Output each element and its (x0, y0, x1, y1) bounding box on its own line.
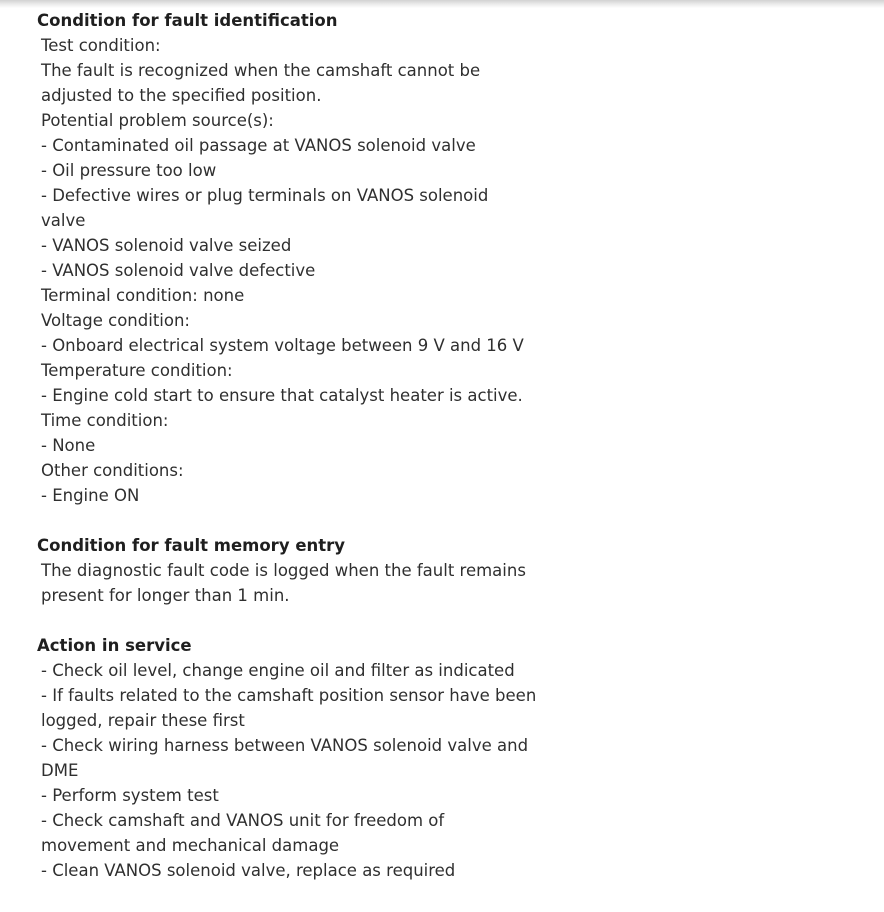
text-line: - Check wiring harness between VANOS solenoid valve and (41, 736, 529, 755)
text-line: - Engine ON (41, 486, 140, 505)
top-edge-shadow (0, 0, 884, 8)
text-line: - If faults related to the camshaft position sensor have been (41, 686, 537, 705)
text-line: Potential problem source(s): (41, 111, 274, 130)
text-line: - Clean VANOS solenoid valve, replace as required (41, 861, 456, 880)
text-line: - VANOS solenoid valve seized (41, 236, 292, 255)
text-line: - Contaminated oil passage at VANOS solenoid valve (41, 136, 476, 155)
text-line: The fault is recognized when the camshaft cannot be (41, 61, 481, 80)
text-line: Other conditions: (41, 461, 184, 480)
text-line: movement and mechanical damage (41, 836, 340, 855)
text-line: - Defective wires or plug terminals on VANOS solenoid (41, 186, 489, 205)
text-line: - Perform system test (41, 786, 219, 805)
text-line: Terminal condition: none (41, 286, 245, 305)
text-line: The diagnostic fault code is logged when the fault remains (41, 561, 526, 580)
text-line: - Check camshaft and VANOS unit for freedom of (41, 811, 445, 830)
text-line: - Onboard electrical system voltage between 9 V and 16 V (41, 336, 524, 355)
text-line: - Oil pressure too low (41, 161, 217, 180)
text-line: Test condition: (41, 36, 161, 55)
section-heading: Condition for fault memory entry (37, 536, 346, 555)
document-body (0, 8, 884, 883)
section-action-in-service (0, 633, 884, 883)
text-line: DME (41, 761, 79, 780)
text-line: Temperature condition: (41, 361, 233, 380)
section-fault-memory-entry (0, 533, 884, 608)
text-line: adjusted to the specified position. (41, 86, 322, 105)
text-line: - VANOS solenoid valve defective (41, 261, 316, 280)
text-line: valve (41, 211, 86, 230)
text-line: - Check oil level, change engine oil and filter as indicated (41, 661, 515, 680)
text-line: Voltage condition: (41, 311, 190, 330)
text-line: present for longer than 1 min. (41, 586, 290, 605)
section-heading: Action in service (37, 636, 192, 655)
text-line: - None (41, 436, 96, 455)
section-fault-identification (0, 8, 884, 508)
section-heading: Condition for fault identification (37, 11, 338, 30)
text-line: logged, repair these first (41, 711, 245, 730)
text-line: Time condition: (41, 411, 169, 430)
text-line: - Engine cold start to ensure that catalyst heater is active. (41, 386, 523, 405)
section-lines (0, 558, 884, 608)
section-lines (0, 658, 884, 883)
section-lines (0, 33, 884, 508)
